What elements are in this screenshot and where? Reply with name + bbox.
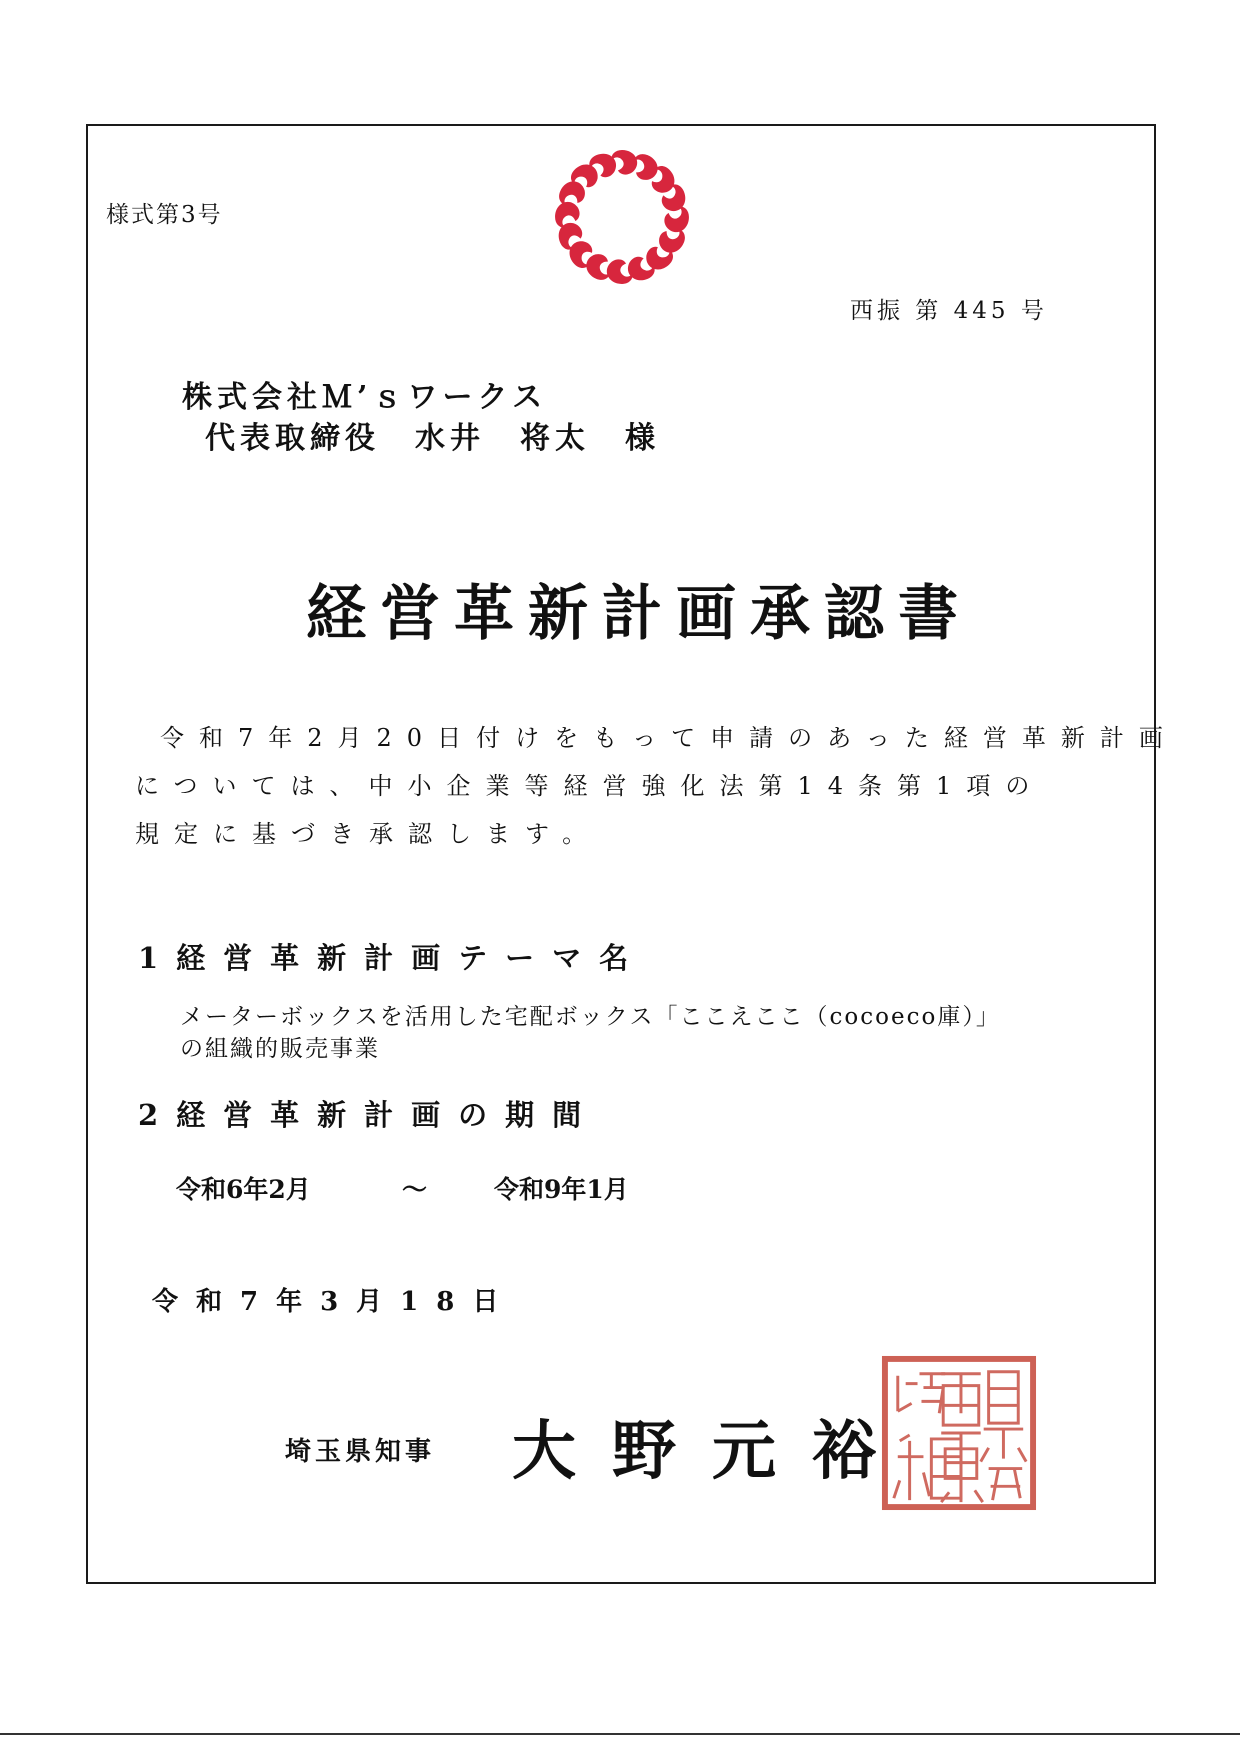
recipient-company: 株式会社Ｍ’ｓワークス	[182, 380, 548, 415]
issue-date: 令和7年3月18日	[152, 1287, 517, 1317]
section-2-heading: 2経営革新計画の期間	[138, 1098, 600, 1132]
period-tilde: ～	[402, 1175, 428, 1204]
body-line-3: 規定に基づき承認します。	[135, 820, 602, 848]
issuer-name: 大野元裕	[512, 1414, 912, 1489]
form-number: 様式第3号	[106, 202, 223, 228]
period-to: 令和9年1月	[494, 1175, 629, 1204]
official-seal-stamp	[880, 1354, 1038, 1512]
document-title: 経営革新計画承認書	[306, 579, 972, 649]
scan-edge-line	[0, 1733, 1240, 1735]
period-from: 令和6年2月	[176, 1175, 311, 1204]
prefecture-emblem-icon	[551, 146, 693, 288]
section-1-heading: 1経営革新計画テーマ名	[138, 941, 647, 975]
theme-line-2: の組織的販売事業	[180, 1036, 380, 1062]
body-line-2: については、中小企業等経営強化法第14条第1項の	[135, 772, 1045, 800]
recipient-representative: 代表取締役 水井 将太 様	[205, 421, 660, 456]
body-line-1: 令和7年2月20日付けをもって申請のあった経営革新計画	[160, 724, 1178, 752]
certificate-number: 西振 第 445 号	[850, 298, 1048, 324]
issuer-title: 埼玉県知事	[285, 1437, 436, 1467]
theme-line-1: メーターボックスを活用した宅配ボックス「ここえここ（cocoeco庫）」	[180, 1004, 1001, 1030]
